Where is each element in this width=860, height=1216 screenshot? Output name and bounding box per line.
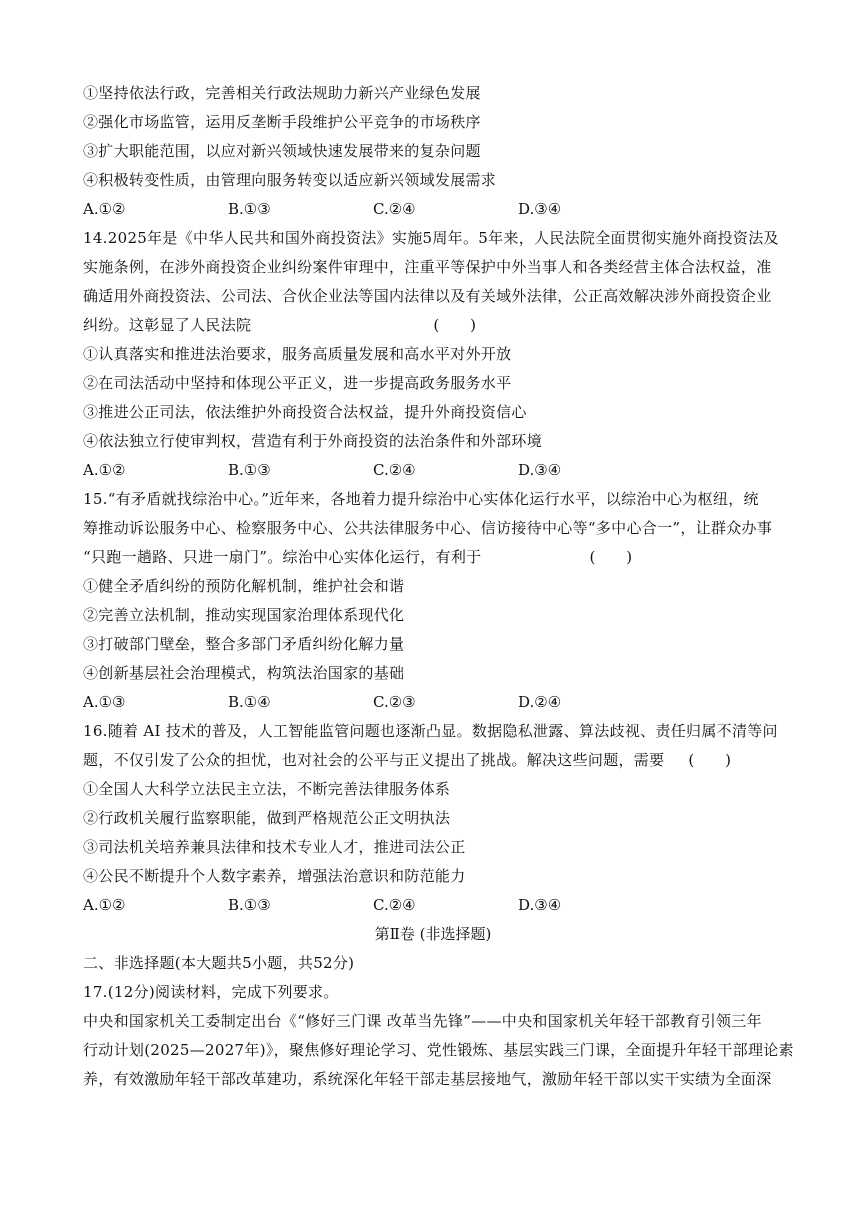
answer-blank: ( ) — [688, 751, 732, 769]
question-15-options — [83, 688, 783, 717]
question-16-line-1: 16.随着 AI 技术的普及，人工智能监管问题也逐渐凸显。数据隐私泄露、算法歧视、责任归属不清等问 — [83, 722, 778, 740]
option-a: A.①② — [83, 200, 126, 218]
option-a: A.①② — [83, 896, 126, 914]
option-b: B.①③ — [228, 896, 271, 914]
option-d: D.③④ — [518, 200, 562, 218]
question-16-last-line: 题，不仅引发了公众的担忧，也对社会的公平与正义提出了挑战。解决这些问题，需要 — [83, 751, 665, 769]
question-14-item-4: ④依法独立行使审判权，营造有利于外商投资的法治条件和外部环境 — [83, 432, 543, 450]
question-14-line-1: 14.2025年是《中华人民共和国外商投资法》实施5周年。5年来，人民法院全面贯彻实施外商投资法及 — [83, 229, 779, 247]
question-14-line-4 — [83, 311, 783, 340]
question-16-item-1: ①全国人大科学立法民主立法，不断完善法律服务体系 — [83, 780, 451, 798]
option-d: D.③④ — [518, 896, 562, 914]
question-13-item-2: ②强化市场监管，运用反垄断手段维护公平竞争的市场秩序 — [83, 113, 481, 131]
question-17-line-1: 中央和国家机关工委制定出台《“修好三门课 改革当先锋”——中央和国家机关年轻干部教育引领三年 — [83, 1012, 762, 1030]
question-13-options — [83, 195, 783, 224]
question-16-item-4: ④公民不断提升个人数字素养，增强法治意识和防范能力 — [83, 867, 466, 885]
question-17-line-2: 行动计划(2025—2027年)》，聚焦修好理论学习、党性锻炼、基层实践三门课，全面提升年轻干部理论素 — [83, 1041, 794, 1059]
question-14-item-1: ①认真落实和推进法治要求，服务高质量发展和高水平对外开放 — [83, 345, 512, 363]
question-17-line-3: 养，有效激励年轻干部改革建功，系统深化年轻干部走基层接地气，激励年轻干部以实干实绩为全面深 — [83, 1070, 772, 1088]
question-14-item-3: ③推进公正司法，依法维护外商投资合法权益，提升外商投资信心 — [83, 403, 527, 421]
answer-blank: ( ) — [589, 548, 633, 566]
question-16-stem — [83, 717, 783, 775]
question-16-line-2 — [83, 746, 783, 775]
option-c: C.②④ — [373, 200, 416, 218]
question-15-item-3: ③打破部门壁垒，整合多部门矛盾纠纷化解力量 — [83, 635, 405, 653]
question-13-item-1: ①坚持依法行政，完善相关行政法规助力新兴产业绿色发展 — [83, 84, 481, 102]
question-15-item-2: ②完善立法机制，推动实现国家治理体系现代化 — [83, 606, 405, 624]
question-15-items — [83, 572, 783, 688]
option-b: B.①③ — [228, 200, 271, 218]
question-14-items — [83, 340, 783, 456]
question-14-options — [83, 456, 783, 485]
question-16-items — [83, 775, 783, 891]
question-14-stem — [83, 224, 783, 340]
exam-content — [83, 79, 794, 1094]
question-14-line-3: 确适用外商投资法、公司法、合伙企业法等国内法律以及有关域外法律，公正高效解决涉外商投资企业 — [83, 287, 772, 305]
question-15-line-2: 筹推动诉讼服务中心、检察服务中心、公共法律服务中心、信访接待中心等“多中心合一”，让群众办事 — [83, 519, 773, 537]
option-a: A.①③ — [83, 693, 126, 711]
question-15-line-3 — [83, 543, 783, 572]
option-b: B.①③ — [228, 461, 271, 479]
question-15-line-1: 15.“有矛盾就找综治中心。”近年来，各地着力提升综治中心实体化运行水平，以综治中心为枢纽，统 — [83, 490, 759, 508]
answer-blank: ( ) — [433, 316, 477, 334]
question-16-options — [83, 891, 783, 920]
question-17-material — [83, 1007, 794, 1094]
option-d: D.②④ — [518, 693, 562, 711]
option-c: C.②③ — [373, 693, 416, 711]
option-d: D.③④ — [518, 461, 562, 479]
section-heading: 二、非选择题(本大题共5小题，共52分) — [83, 954, 355, 972]
option-b: B.①④ — [228, 693, 271, 711]
question-13-item-4: ④积极转变性质，由管理向服务转变以适应新兴领域发展需求 — [83, 171, 497, 189]
question-15-stem — [83, 485, 783, 572]
question-14-line-2: 实施条例，在涉外商投资企业纠纷案件审理中，注重平等保护中外当事人和各类经营主体合法权益，准 — [83, 258, 772, 276]
part-2-title: 第Ⅱ卷 (非选择题) — [374, 925, 492, 943]
option-c: C.②④ — [373, 461, 416, 479]
question-14-last-line: 纠纷。这彰显了人民法院 — [83, 316, 252, 334]
option-a: A.①② — [83, 461, 126, 479]
question-15-last-line: “只跑一趟路、只进一扇门”。综治中心实体化运行，有利于 — [83, 548, 482, 566]
question-17-head: 17.(12分)阅读材料，完成下列要求。 — [83, 983, 339, 1001]
option-c: C.②④ — [373, 896, 416, 914]
question-13-items — [83, 79, 783, 195]
question-15-item-4: ④创新基层社会治理模式，构筑法治国家的基础 — [83, 664, 405, 682]
question-13-item-3: ③扩大职能范围，以应对新兴领域快速发展带来的复杂问题 — [83, 142, 481, 160]
question-15-item-1: ①健全矛盾纠纷的预防化解机制，维护社会和谐 — [83, 577, 405, 595]
question-16-item-2: ②行政机关履行监察职能，做到严格规范公正文明执法 — [83, 809, 451, 827]
question-14-item-2: ②在司法活动中坚持和体现公平正义，进一步提高政务服务水平 — [83, 374, 512, 392]
question-16-item-3: ③司法机关培养兼具法律和技术专业人才，推进司法公正 — [83, 838, 466, 856]
